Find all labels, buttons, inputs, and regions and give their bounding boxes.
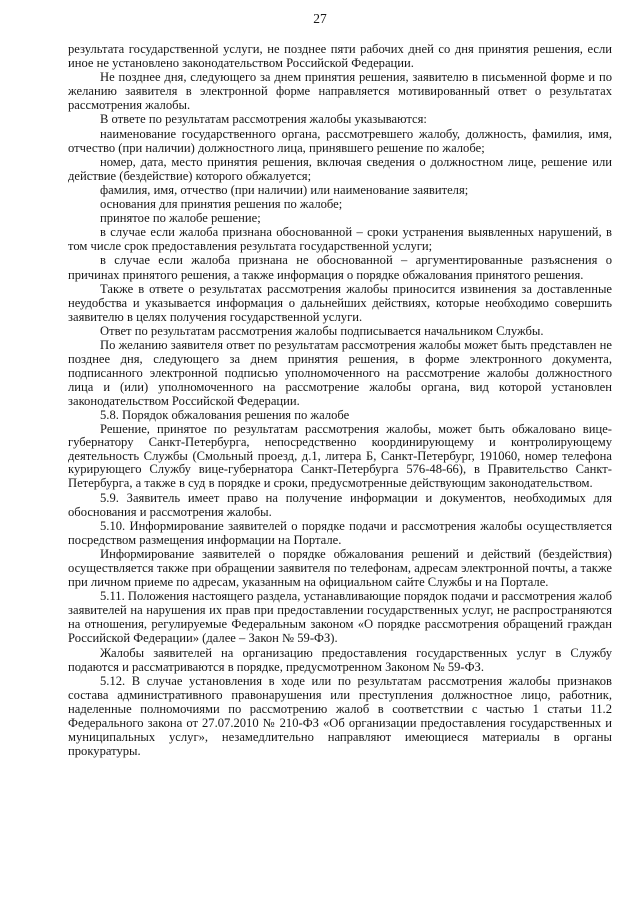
paragraph-answer-contents-intro: В ответе по результатам рассмотрения жалобы указываются: (100, 112, 427, 127)
paragraph-result-deadline: результата государственной услуги, не позднее пяти рабочих дней со дня принятия решения, если иное не установлено законодательством Российской Федерации. (68, 42, 612, 71)
list-item-decision-details: номер, дата, место принятия решения, включая сведения о должностном лице, решение или действие (бездействие) которого обжалуется; (68, 154, 612, 183)
paragraph-electronic-answer: По желанию заявителя ответ по результатам рассмотрения жалобы может быть представлен не позднее дня, следующего за днем принятия решения, в форме электронного документа, подписанного электронной подписью уполномоченного на рассмотрение жалобы должностного лица и (или) уполномоченного на рассмотрение жалобы органа, вид которой установлен законодательством Российской Федерации. (68, 337, 612, 409)
paragraph-reasoned-answer: Не позднее дня, следующего за днем принятия решения, заявителю в письменной форме и по желанию заявителя в электронной форме направляется мотивированный ответ о результатах рассмотрения жалобы. (68, 70, 612, 113)
paragraph-complaints-59fz: Жалобы заявителей на организацию предоставления государственных услуг в Службу подаются и рассматриваются в порядке, предусмотренном Законом № 59-ФЗ. (68, 645, 612, 674)
list-item-decision: принятое по жалобе решение; (100, 211, 261, 226)
list-item-justified-complaint: в случае если жалоба признана обоснованной – сроки устранения выявленных нарушений, в том числе срок предоставления результата государственной услуги; (68, 225, 612, 254)
paragraph-5-9: 5.9. Заявитель имеет право на получение информации и документов, необходимых для обоснования и рассмотрения жалобы. (68, 490, 612, 519)
paragraph-5-12: 5.12. В случае установления в ходе или по результатам рассмотрения жалобы признаков состава административного правонарушения или преступления должностное лицо, работник, наделенные полномочиями по рассмотрению жалоб в соответствии с частью 1 статьи 11.2 Федерального закона от 27.07.2010 № 210-ФЗ «Об организации предоставления государственных и муниципальных услуг», незамедлительно направляют имеющиеся материалы в органы прокуратуры. (68, 673, 612, 759)
list-item-unjustified-complaint: в случае если жалоба признана не обоснованной – аргументированные разъяснения о причинах принятого решения, а также информация о порядке обжалования принятого решения. (68, 253, 612, 282)
page-number: 27 (313, 11, 327, 26)
paragraph-appeal-procedure: Решение, принятое по результатам рассмотрения жалобы, может быть обжаловано вице-губернатору Санкт-Петербурга, непосредственно координирующему и контролирующему деятельность Службы (Смольный проезд, д.1, литера Б, Санкт-Петербург, 191060, номер телефона курирующего Службу вице-губернатора Санкт-Петербурга 576-48-66), в Правительство Санкт-Петербурга, а также в суд в порядке и сроки, предусмотренные действующим законодательством. (68, 421, 612, 490)
list-item-grounds: основания для принятия решения по жалобе; (100, 197, 343, 212)
list-item-applicant-name: фамилия, имя, отчество (при наличии) или наименование заявителя; (100, 182, 469, 197)
section-heading-5-8: 5.8. Порядок обжалования решения по жалобе (100, 408, 350, 423)
list-item-organ-name: наименование государственного органа, рассмотревшего жалобу, должность, фамилия, имя, отчество (при наличии) должностного лица, принявшего решение по жалобе; (68, 126, 612, 155)
document-body (68, 42, 612, 758)
paragraph-5-10: 5.10. Информирование заявителей о порядке подачи и рассмотрения жалобы осуществляется посредством размещения информации на Портале. (68, 518, 612, 547)
paragraph-signature: Ответ по результатам рассмотрения жалобы подписывается начальником Службы. (100, 323, 544, 338)
paragraph-5-11: 5.11. Положения настоящего раздела, устанавливающие порядок подачи и рассмотрения жалоб заявителей на нарушения их прав при предоставлении государственных услуг, не распространяются на отношения, регулируемые Федеральным законом «О порядке рассмотрения обращений граждан Российской Федерации» (далее – Закон № 59-ФЗ). (68, 589, 612, 646)
paragraph-apology: Также в ответе о результатах рассмотрения жалобы приносится извинения за доставленные неудобства и указывается информация о дальнейших действиях, которые необходимо совершить заявителю в целях получения государственной услуги. (68, 281, 612, 324)
paragraph-informing: Информирование заявителей о порядке обжалования решений и действий (бездействия) осуществляется также при обращении заявителя по телефонам, адресам электронной почты, а также при личном приеме по адресам, указанным на официальном сайте Службы и на Портале. (68, 546, 612, 590)
